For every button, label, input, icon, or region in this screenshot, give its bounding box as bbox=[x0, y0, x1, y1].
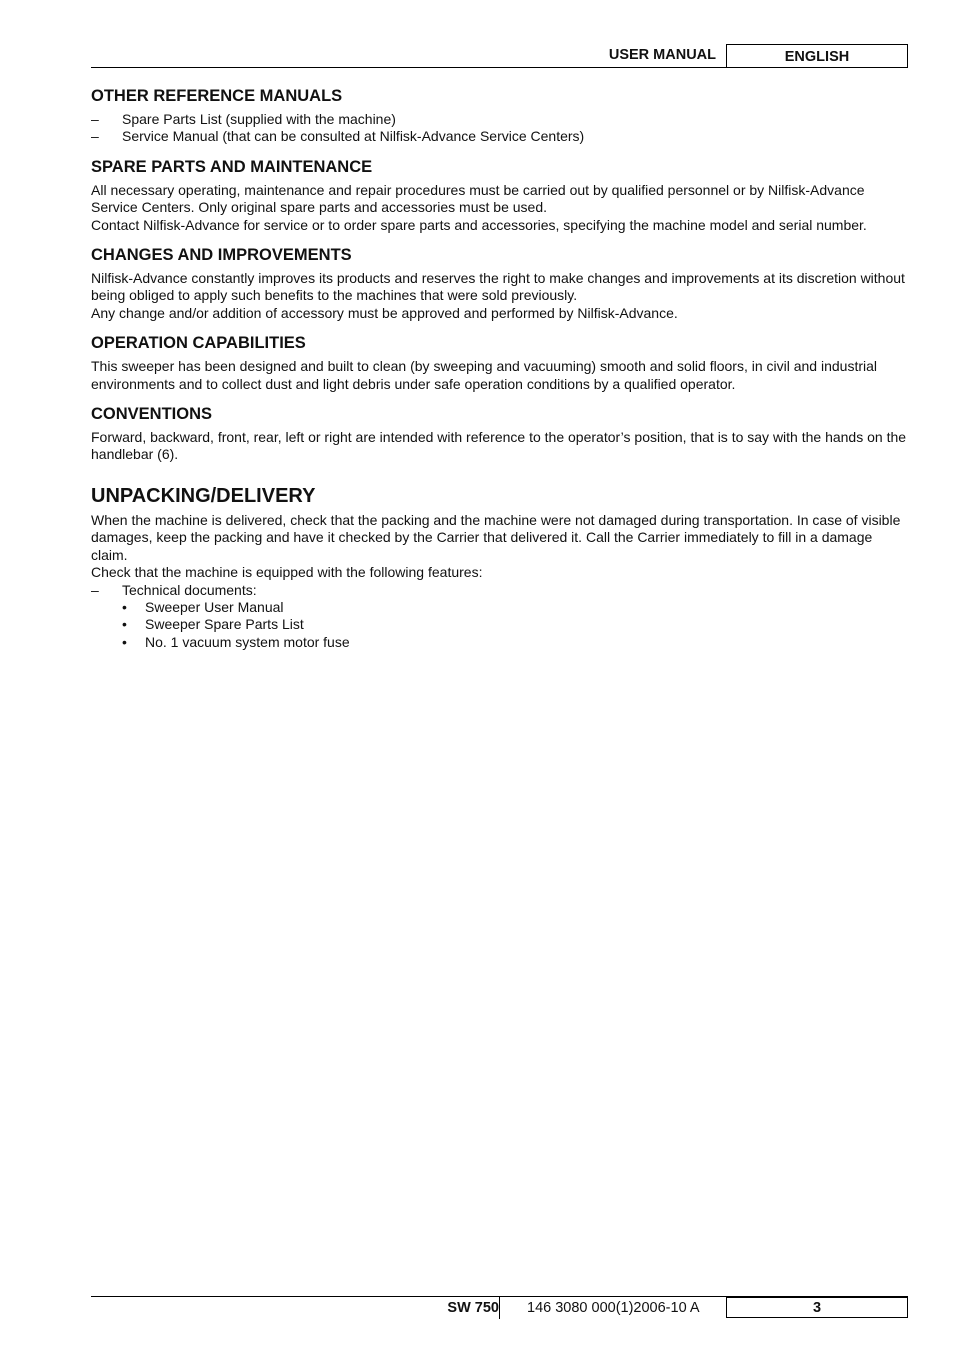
section-spare-parts-and-maintenance bbox=[91, 157, 911, 234]
paragraph: Contact Nilfisk-Advance for service or to order spare parts and accessories, specifying the machine model and serial number. bbox=[91, 216, 867, 233]
paragraph: When the machine is delivered, check that the packing and the machine were not damaged during transportation. In case of visible damages, keep the packing and have it checked by the Carrier that delivered it. Call the Carrier immediately to fill in a damage claim. bbox=[91, 511, 901, 563]
section-other-reference-manuals bbox=[91, 86, 911, 146]
list-item-text: Technical documents: bbox=[122, 581, 257, 598]
list-item bbox=[91, 599, 911, 616]
footer-document-code: 146 3080 000(1)2006-10 A bbox=[527, 1300, 700, 1316]
section-conventions bbox=[91, 404, 911, 464]
list-item bbox=[91, 582, 911, 599]
bullet-mark: • bbox=[122, 598, 127, 615]
bullet-mark: • bbox=[122, 616, 127, 633]
list-item-text: Spare Parts List (supplied with the machine) bbox=[122, 111, 396, 127]
section-title: CHANGES AND IMPROVEMENTS bbox=[91, 246, 352, 265]
paragraph: Check that the machine is equipped with the following features: bbox=[91, 564, 483, 581]
header-title: USER MANUAL bbox=[608, 47, 716, 63]
list-item-text: Sweeper Spare Parts List bbox=[145, 616, 304, 633]
section-title: SPARE PARTS AND MAINTENANCE bbox=[91, 157, 373, 176]
technical-documents-list bbox=[91, 599, 911, 651]
header-rule bbox=[91, 67, 908, 68]
header-language: ENGLISH bbox=[726, 44, 908, 67]
list-item bbox=[91, 128, 911, 145]
list-item bbox=[91, 634, 911, 651]
paragraph: Any change and/or addition of accessory must be approved and performed by Nilfisk-Advance. bbox=[91, 304, 678, 321]
footer-separator bbox=[499, 1297, 500, 1319]
dash-mark: – bbox=[91, 128, 99, 145]
list-item-text: Sweeper User Manual bbox=[145, 598, 284, 615]
chapter-title: UNPACKING/DELIVERY bbox=[91, 484, 316, 507]
section-unpacking-delivery bbox=[91, 484, 911, 651]
paragraph: Nilfisk-Advance constantly improves its products and reserves the right to make changes and improvements at its discretion without being obliged to apply such benefits to the machines that were sold previously. bbox=[91, 270, 905, 304]
list-item bbox=[91, 616, 911, 633]
bullet-mark: • bbox=[122, 633, 127, 650]
section-title: CONVENTIONS bbox=[91, 405, 213, 424]
section-title: OTHER REFERENCE MANUALS bbox=[91, 87, 343, 105]
footer-model: SW 750 bbox=[447, 1300, 499, 1316]
section-title: OPERATION CAPABILITIES bbox=[91, 334, 306, 353]
paragraph: This sweeper has been designed and built to clean (by sweeping and vacuuming) smooth and solid floors, in civil and industrial environments and to collect dust and light debris under safe operation conditions by a qualified operator. bbox=[91, 358, 878, 392]
page-footer bbox=[91, 1296, 908, 1319]
page-header bbox=[91, 44, 908, 68]
dash-mark: – bbox=[91, 581, 99, 598]
list-item bbox=[91, 111, 911, 128]
reference-list bbox=[91, 111, 911, 146]
page-content bbox=[91, 86, 911, 662]
section-changes-and-improvements bbox=[91, 245, 911, 322]
list-item-text: No. 1 vacuum system motor fuse bbox=[145, 633, 350, 650]
list-item-text: Service Manual (that can be consulted at Nilfisk-Advance Service Centers) bbox=[122, 128, 585, 145]
dash-mark: – bbox=[91, 111, 99, 127]
features-list bbox=[91, 582, 911, 599]
paragraph: Forward, backward, front, rear, left or right are intended with reference to the operator’s position, that is to say with the hands on the handlebar (6). bbox=[91, 429, 907, 463]
paragraph: All necessary operating, maintenance and repair procedures must be carried out by qualified personnel or by Nilfisk-Advance Service Centers. Only original spare parts and accessories must be used. bbox=[91, 181, 865, 216]
section-operation-capabilities bbox=[91, 333, 911, 393]
footer-page-number: 3 bbox=[726, 1297, 908, 1318]
